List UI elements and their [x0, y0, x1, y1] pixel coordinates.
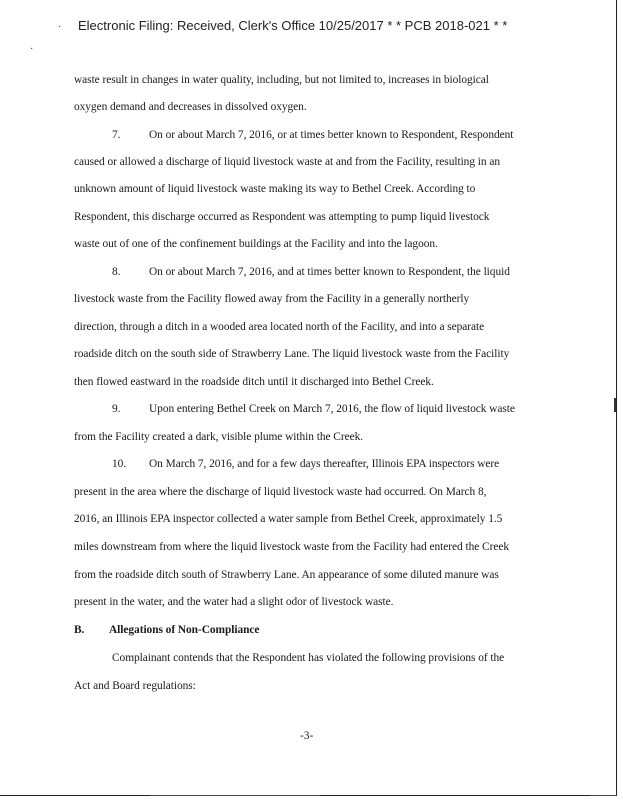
section-heading	[74, 624, 259, 636]
text-line: caused or allowed a discharge of liquid livestock waste at and from the Facility, resulting in an	[74, 156, 500, 168]
paragraph-8-first-line: 8. On or about March 7, 2016, and at times better known to Respondent, the liquid	[112, 266, 510, 278]
scan-edge	[150, 795, 320, 796]
text-line: Act and Board regulations:	[74, 680, 196, 692]
filing-stamp-header: Electronic Filing: Received, Clerk's Office 10/25/2017 * * PCB 2018-021 * *	[78, 18, 508, 33]
text-line: unknown amount of liquid livestock waste making its way to Bethel Creek. According to	[74, 183, 476, 195]
text-line: roadside ditch on the south side of Strawberry Lane. The liquid livestock waste from the Facility	[74, 348, 510, 360]
text-line: livestock waste from the Facility flowed away from the Facility in a generally northerly	[74, 293, 470, 305]
text-line: Respondent, this discharge occurred as Respondent was attempting to pump liquid livestock	[74, 211, 490, 223]
text-line: direction, through a ditch in a wooded area located north of the Facility, and into a separate	[74, 321, 485, 333]
text-line: present in the water, and the water had a slight odor of livestock waste.	[74, 596, 394, 608]
text-line: waste out of one of the confinement buildings at the Facility and into the lagoon.	[74, 238, 438, 250]
scan-mark: ·	[58, 22, 62, 33]
section-letter: B.	[74, 624, 85, 636]
page-number: -3-	[300, 730, 314, 742]
paragraph-number: 8.	[112, 266, 121, 278]
scan-mark: ·	[30, 44, 34, 55]
text-line: present in the area where the discharge of liquid livestock waste had occurred. On March 8,	[74, 486, 487, 498]
scan-mark	[614, 398, 616, 412]
text-line: then flowed eastward in the roadside ditch until it discharged into Bethel Creek.	[74, 376, 434, 388]
paragraph-number: 9.	[112, 403, 121, 415]
paragraph-10-first-line: 10. On March 7, 2016, and for a few days thereafter, Illinois EPA inspectors were	[112, 458, 500, 470]
text-line: oxygen demand and decreases in dissolved oxygen.	[74, 101, 307, 113]
text-line: miles downstream from where the liquid livestock waste from the Facility had entered the Creek	[74, 541, 509, 553]
paragraph-7-first-line: 7. On or about March 7, 2016, or at times better known to Respondent, Respondent	[112, 129, 514, 141]
paragraph-number: 7.	[112, 129, 121, 141]
paragraph-number: 10.	[112, 458, 127, 470]
text-line: Complainant contends that the Respondent has violated the following provisions of the	[112, 652, 505, 664]
section-title: Allegations of Non-Compliance	[109, 624, 260, 636]
paragraph-9-first-line: 9. Upon entering Bethel Creek on March 7, 2016, the flow of liquid livestock waste	[112, 403, 515, 415]
scan-edge	[590, 795, 617, 796]
text-line: 2016, an Illinois EPA inspector collected a water sample from Bethel Creek, approximately 1.5	[74, 513, 503, 525]
text-line: waste result in changes in water quality, including, but not limited to, increases in biological	[74, 74, 489, 86]
text-line: from the roadside ditch south of Strawberry Lane. An appearance of some diluted manure was	[74, 569, 499, 581]
text-line: from the Facility created a dark, visible plume within the Creek.	[74, 431, 364, 443]
